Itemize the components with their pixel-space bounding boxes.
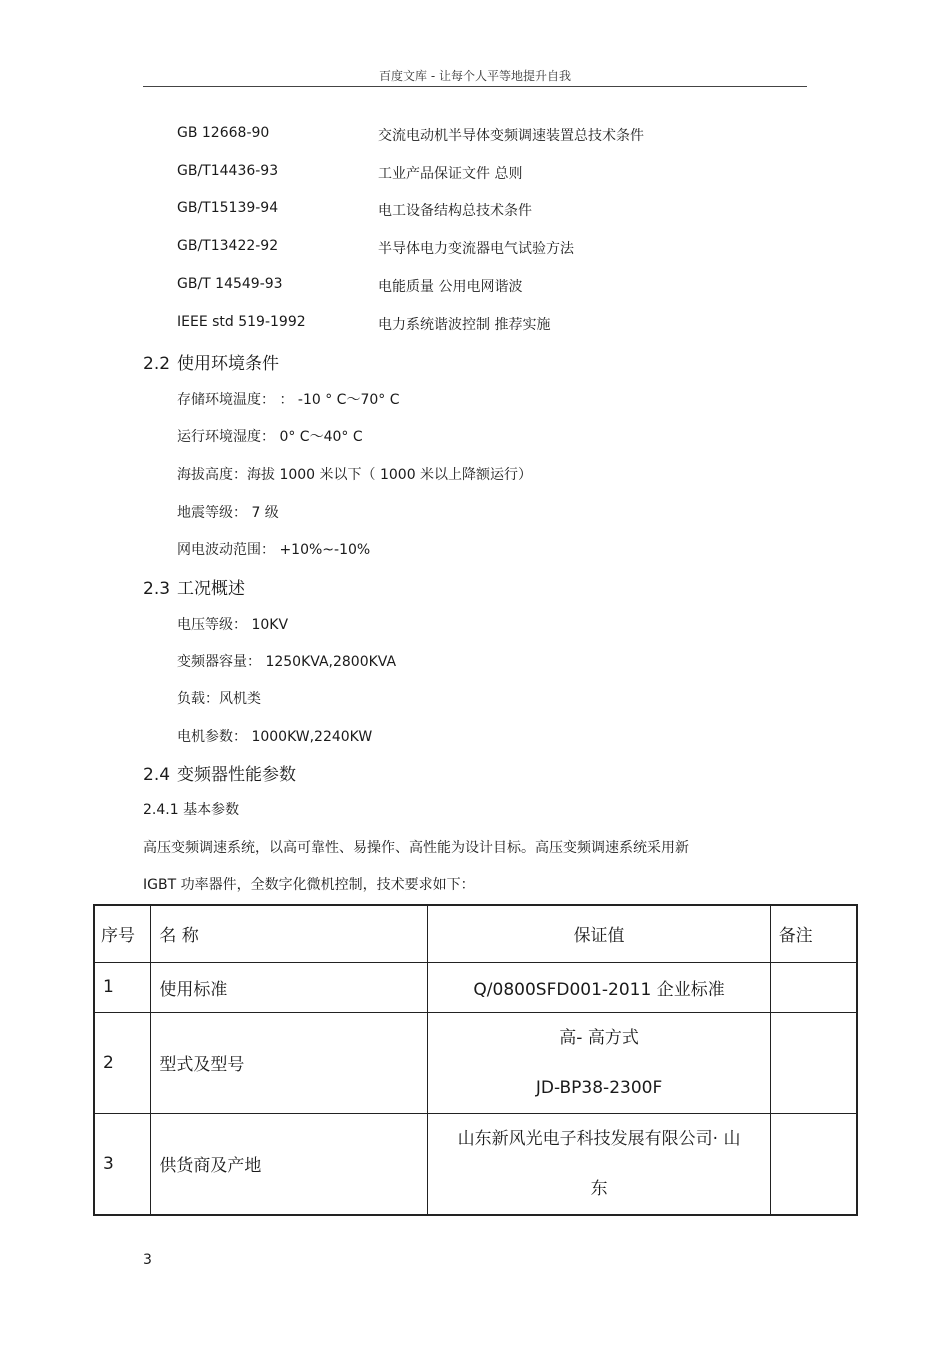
env-item: 运行环境湿度： 0° C～40° C xyxy=(177,429,363,445)
standard-desc: 电能质量 公用电网谐波 xyxy=(378,279,523,295)
cell-value-line: 高- 高方式 xyxy=(559,1027,639,1048)
cell-value xyxy=(428,1113,770,1215)
cell-value: Q/0800SFD001-2011 企业标准 xyxy=(428,962,770,1012)
header-divider xyxy=(143,86,807,87)
section-number: 2.4 xyxy=(143,765,171,785)
header-cell-no: 序号 xyxy=(94,905,151,962)
cell-value-line: 山东新风光电子科技发展有限公司· 山 xyxy=(457,1128,741,1149)
condition-item: 电机参数： 1000KW,2240KW xyxy=(177,729,373,745)
standard-desc: 电力系统谐波控制 推荐实施 xyxy=(378,317,551,333)
section-heading-2-2 xyxy=(143,349,279,374)
table-row xyxy=(94,1012,857,1113)
condition-item: 变频器容量： 1250KVA,2800KVA xyxy=(177,654,397,670)
section-title: 变频器性能参数 xyxy=(177,765,296,785)
standard-code: GB/T13422-92 xyxy=(177,238,279,254)
env-item: 地震等级： 7 级 xyxy=(177,505,279,521)
cell-no: 2 xyxy=(94,1012,151,1113)
header-cell-note: 备注 xyxy=(770,905,857,962)
standard-desc: 交流电动机半导体变频调速装置总技术条件 xyxy=(378,128,644,144)
env-item: 海拔高度：海拔 1000 米以下（ 1000 米以上降额运行） xyxy=(177,467,533,483)
table-row xyxy=(94,1113,857,1215)
section-number: 2.2 xyxy=(143,354,171,374)
standard-desc: 半导体电力变流器电气试验方法 xyxy=(378,241,574,257)
subsection-heading-2-4-1: 2.4.1 基本参数 xyxy=(143,802,240,818)
spec-table xyxy=(93,904,858,1216)
paragraph-line: 高压变频调速系统，以高可靠性、易操作、高性能为设计目标。高压变频调速系统采用新 xyxy=(143,840,689,856)
cell-note xyxy=(770,962,857,1012)
standard-code: IEEE std 519-1992 xyxy=(177,314,306,330)
section-title: 使用环境条件 xyxy=(177,354,279,374)
standard-desc: 工业产品保证文件 总则 xyxy=(378,166,523,182)
table-header-row xyxy=(94,905,857,962)
cell-name: 供货商及产地 xyxy=(151,1113,428,1215)
section-number: 2.3 xyxy=(143,579,171,599)
cell-value xyxy=(428,1012,770,1113)
standard-code: GB 12668-90 xyxy=(177,125,270,141)
cell-name: 使用标准 xyxy=(151,962,428,1012)
header-cell-name: 名 称 xyxy=(151,905,428,962)
section-title: 工况概述 xyxy=(177,579,245,599)
standard-code: GB/T15139-94 xyxy=(177,200,279,216)
cell-no: 1 xyxy=(94,962,151,1012)
section-heading-2-4 xyxy=(143,760,296,785)
standard-desc: 电工设备结构总技术条件 xyxy=(378,203,532,219)
cell-value-line: JD-BP38-2300F xyxy=(535,1077,663,1098)
header-cell-value: 保证值 xyxy=(428,905,770,962)
cell-note xyxy=(770,1113,857,1215)
page-header: 百度文库 - 让每个人平等地提升自我 xyxy=(379,69,571,83)
paragraph-line: IGBT 功率器件，全数字化微机控制，技术要求如下： xyxy=(143,877,475,893)
cell-value-line: 东 xyxy=(590,1178,608,1199)
page-number: 3 xyxy=(143,1252,152,1268)
env-item: 存储环境温度： ： -10 ° C～70° C xyxy=(177,392,400,408)
env-item: 网电波动范围： +10%~-10% xyxy=(177,542,371,558)
condition-item: 电压等级： 10KV xyxy=(177,617,289,633)
section-heading-2-3 xyxy=(143,574,245,599)
cell-name: 型式及型号 xyxy=(151,1012,428,1113)
condition-item: 负载：风机类 xyxy=(177,691,261,707)
cell-note xyxy=(770,1012,857,1113)
table-row xyxy=(94,962,857,1012)
standard-code: GB/T14436-93 xyxy=(177,163,279,179)
standard-code: GB/T 14549-93 xyxy=(177,276,283,292)
cell-no: 3 xyxy=(94,1113,151,1215)
